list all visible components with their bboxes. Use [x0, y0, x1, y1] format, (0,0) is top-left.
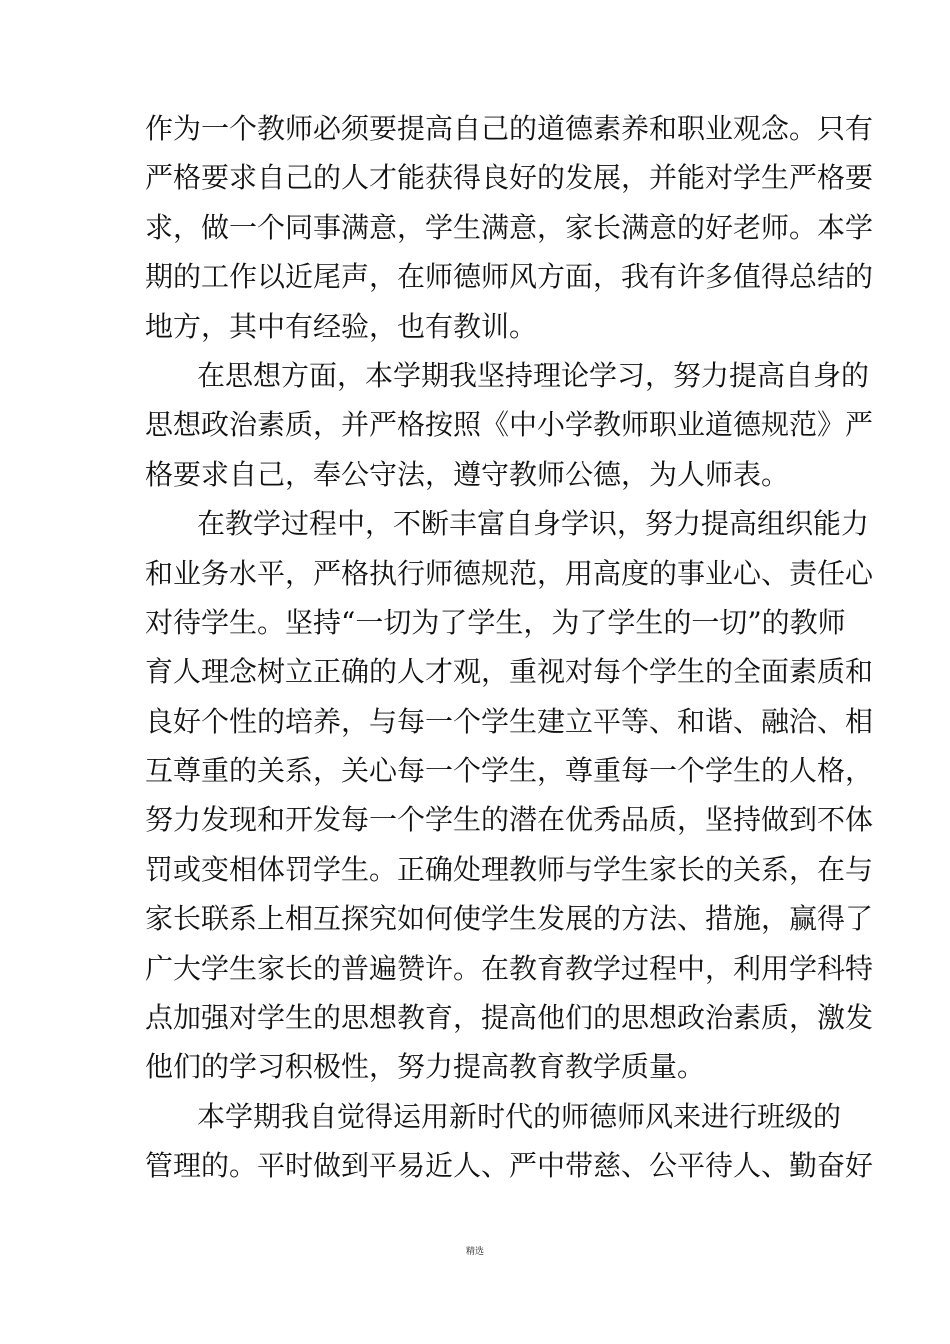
text-line: 地方，其中有经验，也有教训。	[145, 309, 538, 343]
text-line: 严格要求自己的人才能获得良好的发展，并能对学生严格要	[145, 161, 874, 195]
text-line: 管理的。平时做到平易近人、严中带慈、公平待人、勤奋好	[145, 1149, 874, 1183]
text-line: 家长联系上相互探究如何使学生发展的方法、措施，赢得了	[145, 902, 874, 936]
text-line: 在教学过程中，不断丰富自身学识，努力提高组织能力	[197, 507, 870, 541]
text-line: 他们的学习积极性，努力提高教育教学质量。	[145, 1050, 706, 1084]
text-line: 格要求自己，奉公守法，遵守教师公德，为人师表。	[145, 457, 790, 491]
text-line: 期的工作以近尾声，在师德师风方面，我有许多值得总结的	[145, 260, 874, 294]
text-line: 努力发现和开发每一个学生的潜在优秀品质，坚持做到不体	[145, 803, 874, 837]
text-line: 广大学生家长的普遍赞许。在教育教学过程中，利用学科特	[145, 951, 874, 985]
text-line: 互尊重的关系，关心每一个学生，尊重每一个学生的人格，	[145, 754, 874, 788]
text-line: 点加强对学生的思想教育，提高他们的思想政治素质，激发	[145, 1001, 874, 1035]
text-line: 在思想方面，本学期我坚持理论学习，努力提高自身的	[197, 358, 870, 392]
text-line: 求，做一个同事满意，学生满意，家长满意的好老师。本学	[145, 210, 874, 244]
text-line: 思想政治素质，并严格按照《中小学教师职业道德规范》严	[145, 408, 874, 442]
text-line: 作为一个教师必须要提高自己的道德素养和职业观念。只有	[145, 112, 874, 145]
text-line: 罚或变相体罚学生。正确处理教师与学生家长的关系，在与	[145, 852, 874, 886]
text-line: 本学期我自觉得运用新时代的师德师风来进行班级的	[197, 1099, 842, 1133]
page-footer: 精选	[465, 1247, 484, 1257]
text-line: 育人理念树立正确的人才观，重视对每个学生的全面素质和	[145, 655, 874, 689]
text-line: 和业务水平，严格执行师德规范，用高度的事业心、责任心	[145, 556, 874, 590]
text-line: 对待学生。坚持“一切为了学生，为了学生的一切”的教师	[145, 605, 846, 639]
text-line: 良好个性的培养，与每一个学生建立平等、和谐、融洽、相	[145, 704, 874, 738]
document-body	[145, 104, 874, 1191]
